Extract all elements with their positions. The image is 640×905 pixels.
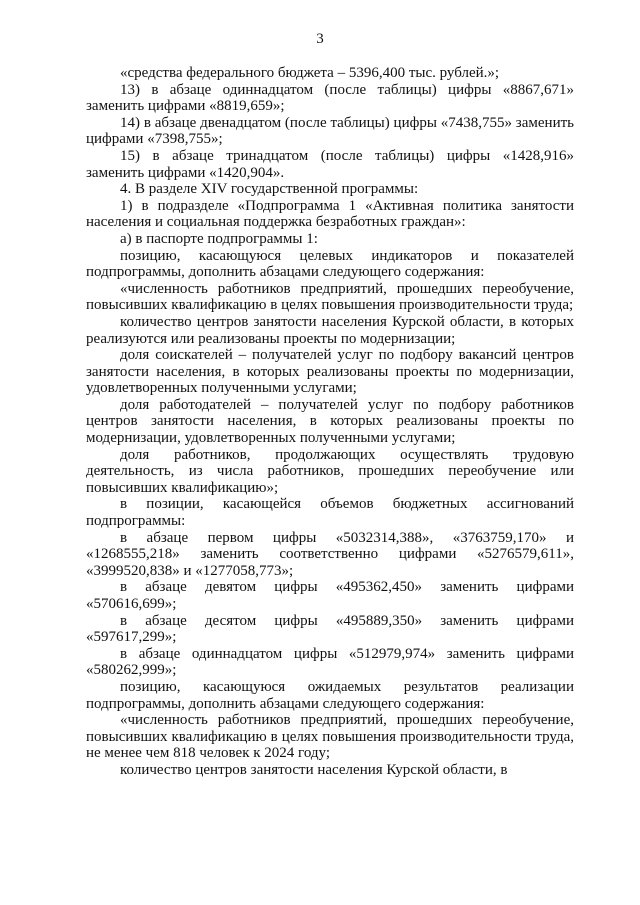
- paragraph: «численность работников предприятий, прошедших переобучение, повысивших квалификацию в целях повышения производительности труда, не менее чем 818 человек к 2024 году;: [86, 712, 574, 762]
- paragraph: доля работодателей – получателей услуг по подбору работников центров занятости населения, в которых реализованы проекты по модернизации, удовлетворенных полученными услугами;: [86, 396, 574, 447]
- paragraph: 13) в абзаце одиннадцатом (после таблицы) цифры «8867,671» заменить цифрами «8819,659»;: [86, 81, 574, 115]
- paragraph: доля соискателей – получателей услуг по подбору вакансий центров занятости населения, в которых реализованы проекты по модернизации, удовлетворенных полученными услугами;: [86, 347, 574, 397]
- page-number: 3: [316, 31, 324, 47]
- paragraph: в абзаце одиннадцатом цифры «512979,974» заменить цифрами «580262,999»;: [86, 645, 574, 679]
- paragraph: доля работников, продолжающих осуществлять трудовую деятельность, из числа работников, прошедших переобучение или повысивших квалификацию»;: [86, 446, 574, 496]
- document-body: [86, 65, 574, 779]
- paragraph: 1) в подразделе «Подпрограмма 1 «Активная политика занятости населения и социальная поддержка безработных граждан»:: [86, 197, 574, 231]
- paragraph: а) в паспорте подпрограммы 1:: [120, 230, 318, 247]
- paragraph: в абзаце десятом цифры «495889,350» заменить цифрами «597617,299»;: [86, 612, 574, 646]
- paragraph: 14) в абзаце двенадцатом (после таблицы) цифры «7438,755» заменить цифрами «7398,755»;: [86, 114, 574, 148]
- paragraph: количество центров занятости населения Курской области, в которых реализуются или реализованы проекты по модернизации;: [86, 313, 574, 347]
- paragraph: позицию, касающуюся целевых индикаторов и показателей подпрограммы, дополнить абзацами следующего содержания:: [86, 247, 574, 281]
- paragraph: количество центров занятости населения Курской области, в: [120, 761, 508, 778]
- paragraph: в абзаце первом цифры «5032314,388», «3763759,170» и «1268555,218» заменить соответственно цифрами «5276579,611», «3999520,838» и «1277058,773»;: [86, 529, 574, 579]
- paragraph: «средства федерального бюджета – 5396,400 тыс. рублей.»;: [120, 65, 500, 81]
- paragraph: в позиции, касающейся объемов бюджетных ассигнований подпрограммы:: [86, 496, 574, 530]
- paragraph: в абзаце девятом цифры «495362,450» заменить цифрами «570616,699»;: [86, 579, 574, 612]
- paragraph: 4. В разделе XIV государственной программы:: [120, 181, 419, 198]
- paragraph: позицию, касающуюся ожидаемых результатов реализации подпрограммы, дополнить абзацами следующего содержания:: [86, 678, 574, 712]
- paragraph: 15) в абзаце тринадцатом (после таблицы) цифры «1428,916» заменить цифрами «1420,904».: [86, 147, 574, 181]
- paragraph: «численность работников предприятий, прошедших переобучение, повысивших квалификацию в целях повышения производительности труда;: [86, 280, 574, 314]
